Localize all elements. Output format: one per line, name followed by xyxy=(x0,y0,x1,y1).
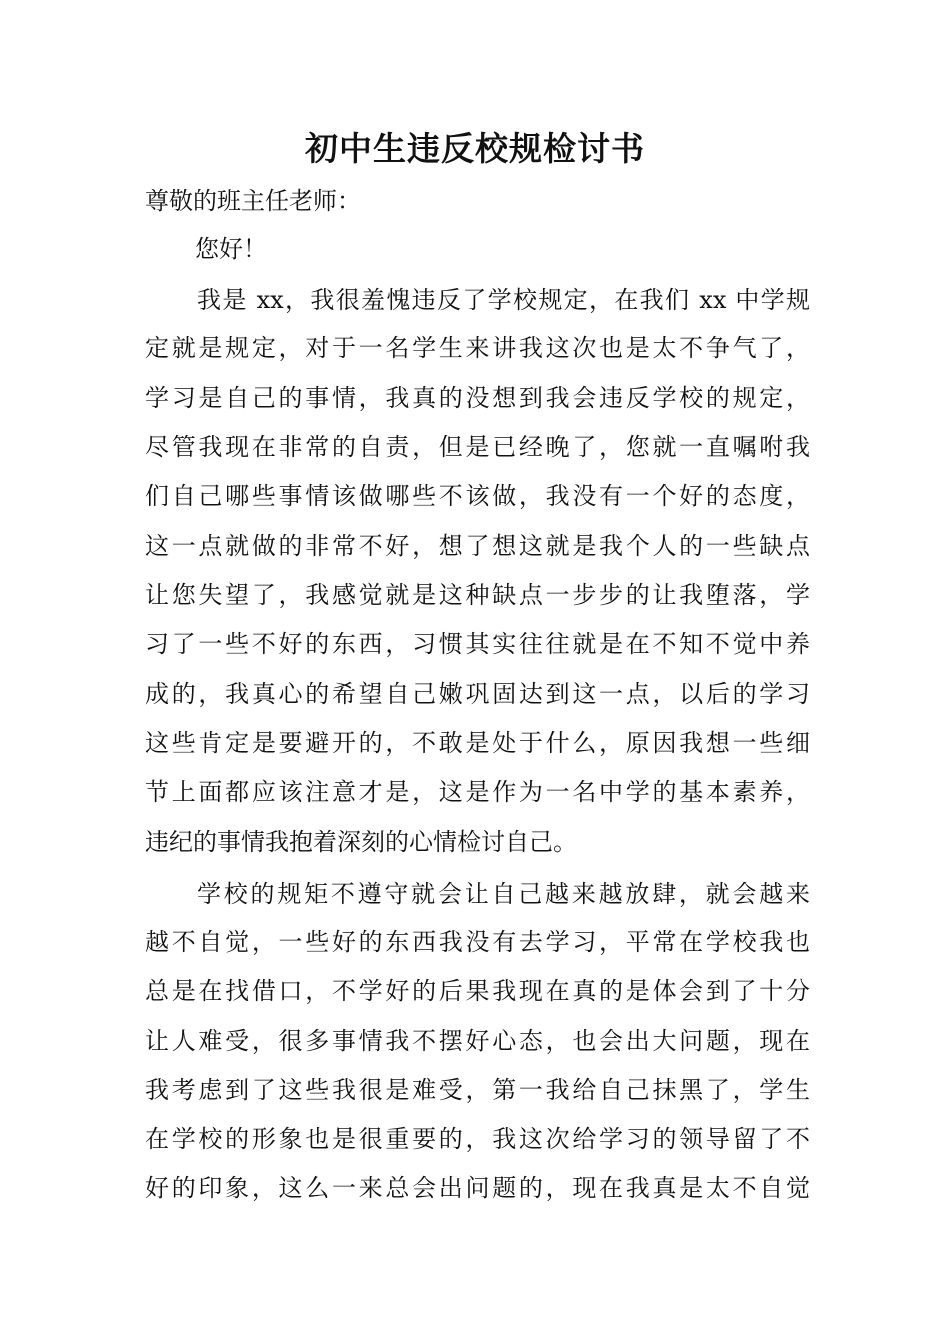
paragraph-1-line: 成的，我真心的希望自己嫩巩固达到这一点，以后的学习 xyxy=(145,680,810,708)
paragraph-1-line: 这一点就做的非常不好，想了想这就是我个人的一些缺点 xyxy=(145,532,810,560)
paragraph-1-line: 违纪的事情我抱着深刻的心情检讨自己。 xyxy=(145,828,577,856)
paragraph-1-line: 尽管我现在非常的自责，但是已经晚了，您就一直嘱咐我 xyxy=(145,433,810,461)
paragraph-1-line: 我是 xx，我很羞愧违反了学校规定，在我们 xx 中学规 xyxy=(197,286,810,314)
paragraph-2-line: 总是在找借口，不学好的后果我现在真的是体会到了十分 xyxy=(145,977,810,1005)
paragraph-2-line: 让人难受，很多事情我不摆好心态，也会出大问题，现在 xyxy=(145,1027,810,1055)
salutation: 尊敬的班主任老师： xyxy=(145,187,361,215)
paragraph-1-line: 让您失望了，我感觉就是这种缺点一步步的让我堕落，学 xyxy=(145,581,810,609)
paragraph-1-line: 节上面都应该注意才是，这是作为一名中学的基本素养， xyxy=(145,778,810,806)
paragraph-1-line: 习了一些不好的东西，习惯其实往往就是在不知不觉中养 xyxy=(145,630,810,658)
paragraph-2-line: 好的印象，这么一来总会出问题的，现在我真是太不自觉 xyxy=(145,1174,810,1202)
document-title: 初中生违反校规检讨书 xyxy=(305,129,645,168)
paragraph-1-line: 们自己哪些事情该做哪些不该做，我没有一个好的态度， xyxy=(145,482,810,510)
paragraph-2-line: 我考虑到了这些我很是难受，第一我给自己抹黑了，学生 xyxy=(145,1076,810,1104)
greeting: 您好！ xyxy=(195,235,267,263)
paragraph-1-line: 这些肯定是要避开的，不敢是处于什么，原因我想一些细 xyxy=(145,729,810,757)
paragraph-1-line: 定就是规定，对于一名学生来讲我这次也是太不争气了， xyxy=(145,334,810,362)
paragraph-2-line: 学校的规矩不遵守就会让自己越来越放肆，就会越来 xyxy=(197,880,810,908)
paragraph-1-line: 学习是自己的事情，我真的没想到我会违反学校的规定， xyxy=(145,384,810,412)
paragraph-2-line: 越不自觉，一些好的东西我没有去学习，平常在学校我也 xyxy=(145,928,810,956)
paragraph-2-line: 在学校的形象也是很重要的，我这次给学习的领导留了不 xyxy=(145,1125,810,1153)
